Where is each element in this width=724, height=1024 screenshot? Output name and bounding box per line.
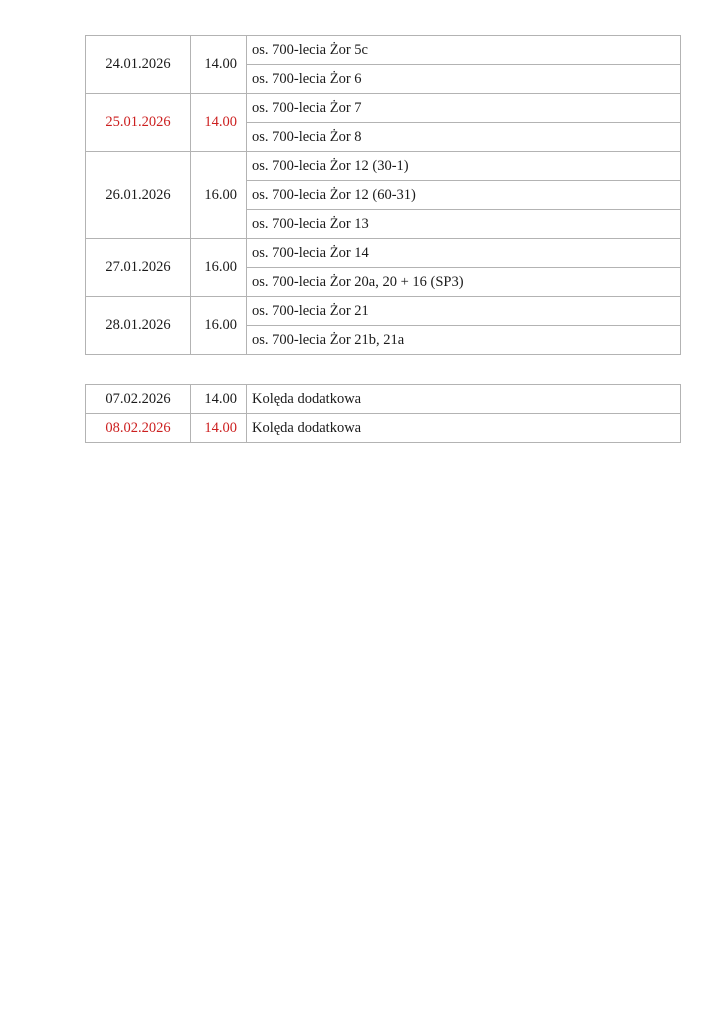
visit-time: 14.00 bbox=[191, 36, 247, 94]
schedule-table-january bbox=[85, 35, 681, 355]
table-row bbox=[86, 94, 681, 123]
visit-date: 25.01.2026 bbox=[86, 94, 191, 152]
table-row bbox=[86, 385, 681, 414]
visit-time: 14.00 bbox=[191, 414, 247, 443]
visit-location: os. 700-lecia Żor 6 bbox=[247, 65, 681, 94]
table-row bbox=[86, 414, 681, 443]
visit-time: 16.00 bbox=[191, 152, 247, 239]
schedule-table-february bbox=[85, 384, 681, 443]
visit-date: 27.01.2026 bbox=[86, 239, 191, 297]
visit-location: os. 700-lecia Żor 21b, 21a bbox=[247, 326, 681, 355]
visit-location: os. 700-lecia Żor 12 (60-31) bbox=[247, 181, 681, 210]
table-row bbox=[86, 239, 681, 268]
visit-location: os. 700-lecia Żor 14 bbox=[247, 239, 681, 268]
table-row bbox=[86, 36, 681, 65]
visit-location: Kolęda dodatkowa bbox=[247, 385, 681, 414]
table-row bbox=[86, 297, 681, 326]
visit-location: os. 700-lecia Żor 5c bbox=[247, 36, 681, 65]
visit-date: 08.02.2026 bbox=[86, 414, 191, 443]
visit-location: os. 700-lecia Żor 8 bbox=[247, 123, 681, 152]
visit-time: 14.00 bbox=[191, 385, 247, 414]
visit-time: 16.00 bbox=[191, 297, 247, 355]
visit-location: os. 700-lecia Żor 21 bbox=[247, 297, 681, 326]
visit-time: 16.00 bbox=[191, 239, 247, 297]
schedule-body-january bbox=[86, 36, 681, 355]
visit-location: os. 700-lecia Żor 7 bbox=[247, 94, 681, 123]
table-row bbox=[86, 152, 681, 181]
visit-date: 26.01.2026 bbox=[86, 152, 191, 239]
visit-date: 07.02.2026 bbox=[86, 385, 191, 414]
visit-location: os. 700-lecia Żor 13 bbox=[247, 210, 681, 239]
visit-location: os. 700-lecia Żor 12 (30-1) bbox=[247, 152, 681, 181]
visit-date: 24.01.2026 bbox=[86, 36, 191, 94]
visit-time: 14.00 bbox=[191, 94, 247, 152]
visit-location: os. 700-lecia Żor 20a, 20 + 16 (SP3) bbox=[247, 268, 681, 297]
visit-location: Kolęda dodatkowa bbox=[247, 414, 681, 443]
schedule-body-february bbox=[86, 385, 681, 443]
visit-date: 28.01.2026 bbox=[86, 297, 191, 355]
